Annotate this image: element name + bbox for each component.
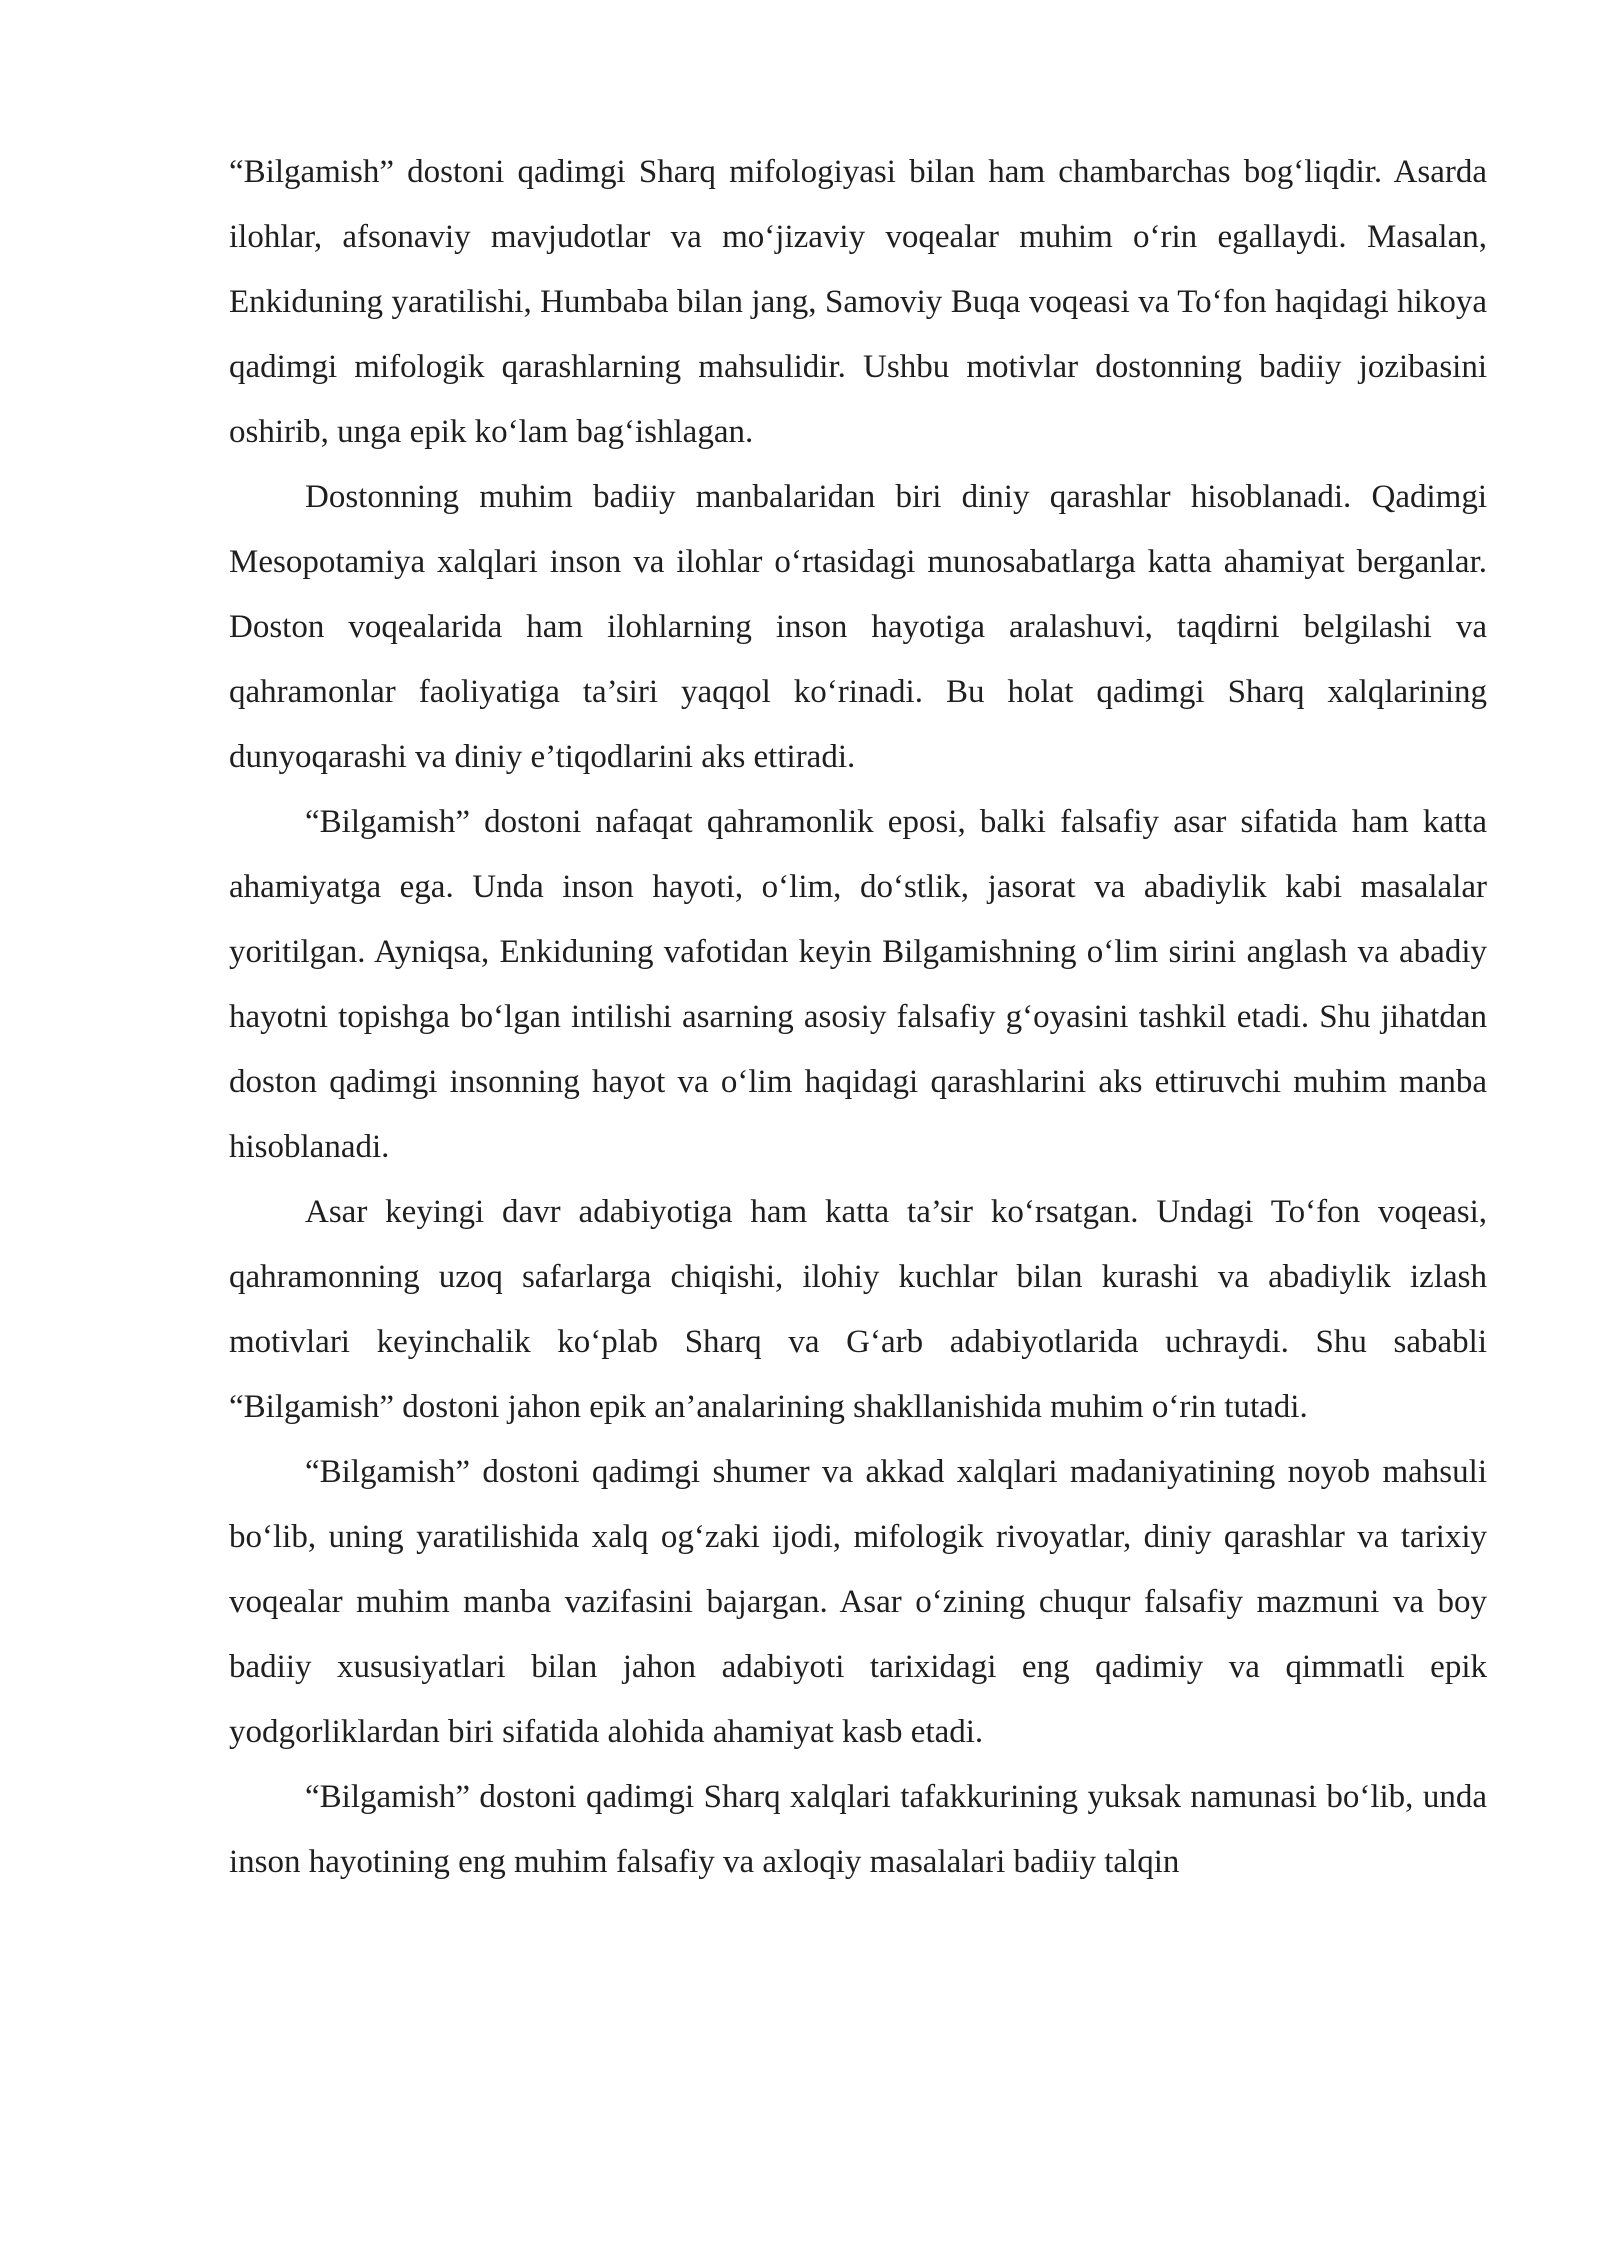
paragraph-religious-views: Dostonning muhim badiiy manbalaridan biri diniy qarashlar hisoblanadi. Qadimgi Mesopotamiya xalqlari inson va ilohlar o‘rtasidagi munosabatlarga katta ahamiyat berganlar. Doston voqealarida ham ilohlarning inson hayotiga aralashuvi, taqdirni belgilashi va qahramonlar faoliyatiga ta’siri yaqqol ko‘rinadi. Bu holat qadimgi Sharq xalqlarining dunyoqarashi va diniy e’tiqodlarini aks ettiradi. [229, 479, 1487, 775]
paragraph-conclusion: “Bilgamish” dostoni qadimgi Sharq xalqlari tafakkurining yuksak namunasi bo‘lib, unda inson hayotining eng muhim falsafiy va axloqiy masalalari badiiy talqin [229, 1779, 1487, 1880]
paragraph-influence: Asar keyingi davr adabiyotiga ham katta ta’sir ko‘rsatgan. Undagi To‘fon voqeasi, qahramonning uzoq safarlarga chiqishi, ilohiy kuchlar bilan kurashi va abadiylik izlash motivlari keyinchalik ko‘plab Sharq va G‘arb adabiyotlarida uchraydi. Shu sababli “Bilgamish” dostoni jahon epik an’analarining shakllanishida muhim o‘rin tutadi. [229, 1194, 1487, 1425]
paragraph-mythology: “Bilgamish” dostoni qadimgi Sharq mifologiyasi bilan ham chambarchas bog‘liqdir. Asarda ilohlar, afsonaviy mavjudotlar va mo‘jizaviy voqealar muhim o‘rin egallaydi. Masalan, Enkiduning yaratilishi, Humbaba bilan jang, Samoviy Buqa voqeasi va To‘fon haqidagi hikoya qadimgi mifologik qarashlarning mahsulidir. Ushbu motivlar dostonning badiiy jozibasini oshirib, unga epik ko‘lam bag‘ishlagan. [229, 154, 1487, 450]
paragraph-philosophy: “Bilgamish” dostoni nafaqat qahramonlik eposi, balki falsafiy asar sifatida ham katta ahamiyatga ega. Unda inson hayoti, o‘lim, do‘stlik, jasorat va abadiylik kabi masalalar yoritilgan. Ayniqsa, Enkiduning vafotidan keyin Bilgamishning o‘lim sirini anglash va abadiy hayotni topishga bo‘lgan intilishi asarning asosiy falsafiy g‘oyasini tashkil etadi. Shu jihatdan doston qadimgi insonning hayot va o‘lim haqidagi qarashlarini aks ettiruvchi muhim manba hisoblanadi. [229, 804, 1487, 1165]
document-page [229, 140, 1487, 1895]
paragraph-sources: “Bilgamish” dostoni qadimgi shumer va akkad xalqlari madaniyatining noyob mahsuli bo‘lib, uning yaratilishida xalq og‘zaki ijodi, mifologik rivoyatlar, diniy qarashlar va tarixiy voqealar muhim manba vazifasini bajargan. Asar o‘zining chuqur falsafiy mazmuni va boy badiiy xususiyatlari bilan jahon adabiyoti tarixidagi eng qadimiy va qimmatli epik yodgorliklardan biri sifatida alohida ahamiyat kasb etadi. [229, 1454, 1487, 1750]
